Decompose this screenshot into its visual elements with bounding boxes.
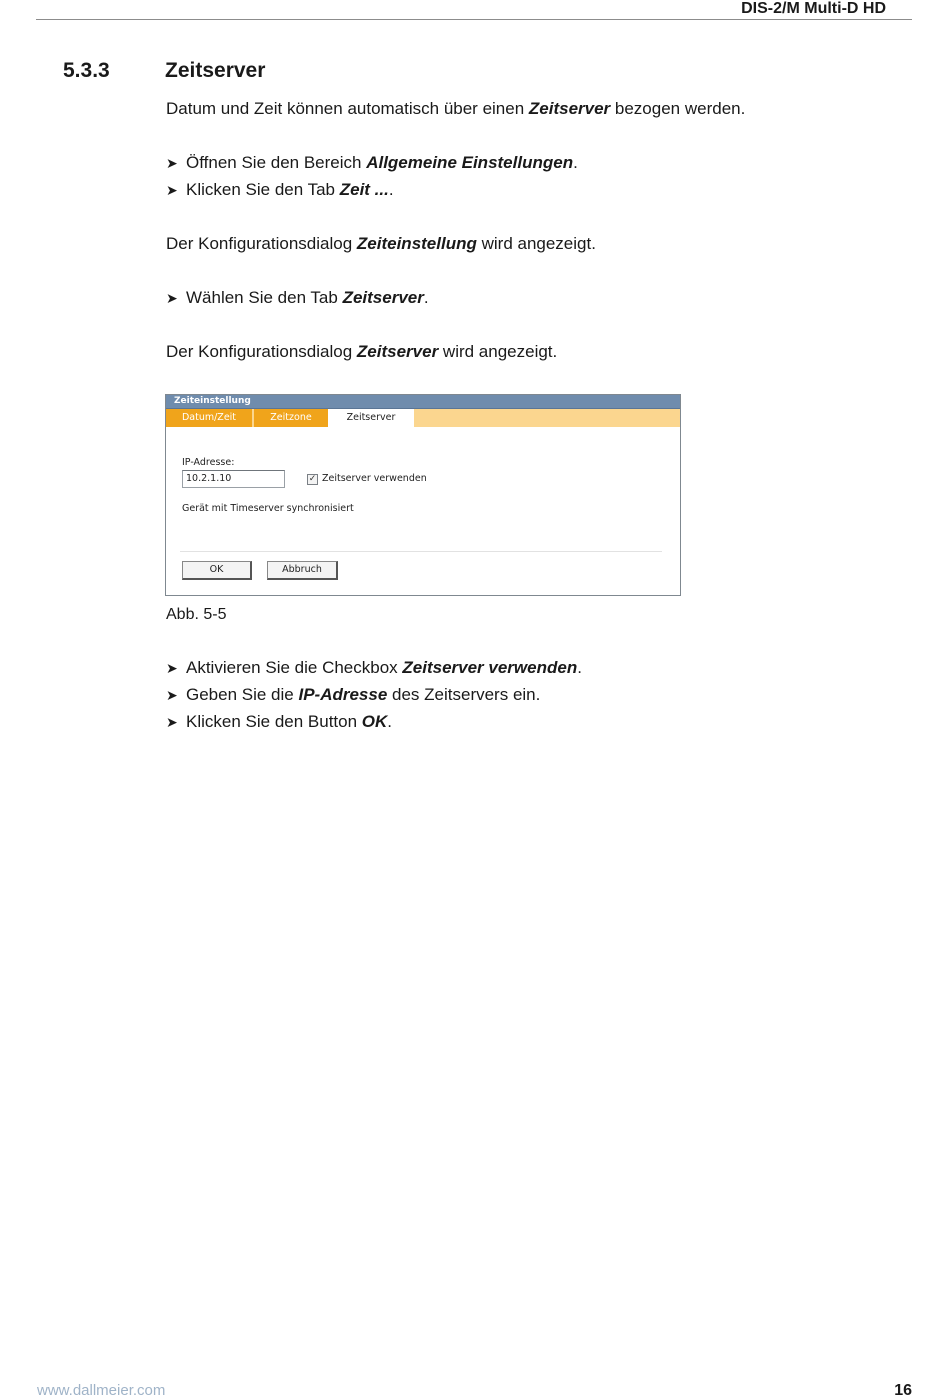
section-number: 5.3.3 — [63, 59, 110, 82]
result-text: Der Konfigurationsdialog — [166, 342, 357, 361]
footer-website-link[interactable]: www.dallmeier.com — [37, 1382, 166, 1399]
step-emphasis: OK — [361, 712, 388, 731]
arrow-bullet-icon: ➤ — [166, 660, 178, 676]
step-item — [166, 180, 394, 200]
page-number: 16 — [894, 1382, 912, 1399]
section-title: Zeitserver — [165, 59, 266, 82]
step-text-end: . — [573, 153, 578, 172]
arrow-bullet-icon: ➤ — [166, 687, 178, 703]
step-emphasis: IP-Adresse — [298, 685, 388, 704]
use-timeserver-checkbox[interactable] — [307, 474, 318, 485]
tab-zeitserver[interactable]: Zeitserver — [328, 409, 414, 427]
step-item — [166, 712, 392, 732]
step-emphasis: Allgemeine Einstellungen — [366, 153, 574, 172]
step-text: Wählen Sie den Tab — [186, 288, 343, 307]
step-text-end: . — [577, 658, 582, 677]
result-paragraph — [166, 234, 596, 254]
dialog-divider — [180, 551, 662, 552]
page-header-title: DIS-2/M Multi-D HD — [741, 0, 886, 17]
result-emphasis: Zeiteinstellung — [356, 234, 477, 253]
result-text: Der Konfigurationsdialog — [166, 234, 357, 253]
step-text-end: des Zeitservers ein. — [387, 685, 541, 704]
use-timeserver-label: Zeitserver verwenden — [322, 473, 427, 484]
intro-paragraph — [166, 99, 745, 119]
figure-caption: Abb. 5-5 — [166, 606, 227, 623]
intro-text-end: bezogen werden. — [610, 99, 746, 118]
arrow-bullet-icon: ➤ — [166, 290, 178, 306]
checkmark-icon: ✓ — [308, 474, 317, 484]
step-item — [166, 685, 540, 705]
dialog-title: Zeiteinstellung — [174, 396, 251, 406]
cancel-button[interactable]: Abbruch — [267, 561, 338, 580]
header-divider — [36, 19, 912, 20]
step-text: Klicken Sie den Button — [186, 712, 362, 731]
step-text-end: . — [387, 712, 393, 731]
arrow-bullet-icon: ➤ — [166, 714, 178, 730]
intro-text: Datum und Zeit können automatisch über einen — [166, 99, 529, 118]
tab-zeitzone[interactable]: Zeitzone — [254, 409, 328, 427]
step-text: Klicken Sie den Tab — [186, 180, 340, 199]
step-text-end: . — [388, 180, 394, 199]
ip-address-label: IP-Adresse: — [182, 457, 235, 468]
step-item — [166, 288, 429, 308]
result-emphasis: Zeitserver — [356, 342, 439, 361]
arrow-bullet-icon: ➤ — [166, 182, 178, 198]
step-text: Öffnen Sie den Bereich — [186, 153, 367, 172]
step-emphasis: Zeit ... — [339, 180, 389, 199]
intro-emphasis: Zeitserver — [528, 99, 611, 118]
step-item — [166, 658, 582, 678]
step-text: Geben Sie die — [186, 685, 299, 704]
dialog-body — [166, 427, 680, 595]
dialog-screenshot — [165, 394, 681, 596]
step-emphasis: Zeitserver — [342, 288, 424, 307]
ok-button[interactable]: OK — [182, 561, 252, 580]
step-text-end: . — [423, 288, 429, 307]
dialog-titlebar — [166, 395, 680, 409]
result-paragraph — [166, 342, 557, 362]
arrow-bullet-icon: ➤ — [166, 155, 178, 171]
result-text-end: wird angezeigt. — [476, 234, 596, 253]
step-emphasis: Zeitserver verwenden — [402, 658, 578, 677]
dialog-tabbar — [166, 409, 680, 427]
result-text-end: wird angezeigt. — [438, 342, 558, 361]
step-text: Aktivieren Sie die Checkbox — [186, 658, 403, 677]
step-item — [166, 153, 578, 173]
sync-status-text: Gerät mit Timeserver synchronisiert — [182, 503, 354, 514]
tab-datum-zeit[interactable]: Datum/Zeit — [166, 409, 253, 427]
ip-address-input[interactable]: 10.2.1.10 — [182, 470, 285, 488]
